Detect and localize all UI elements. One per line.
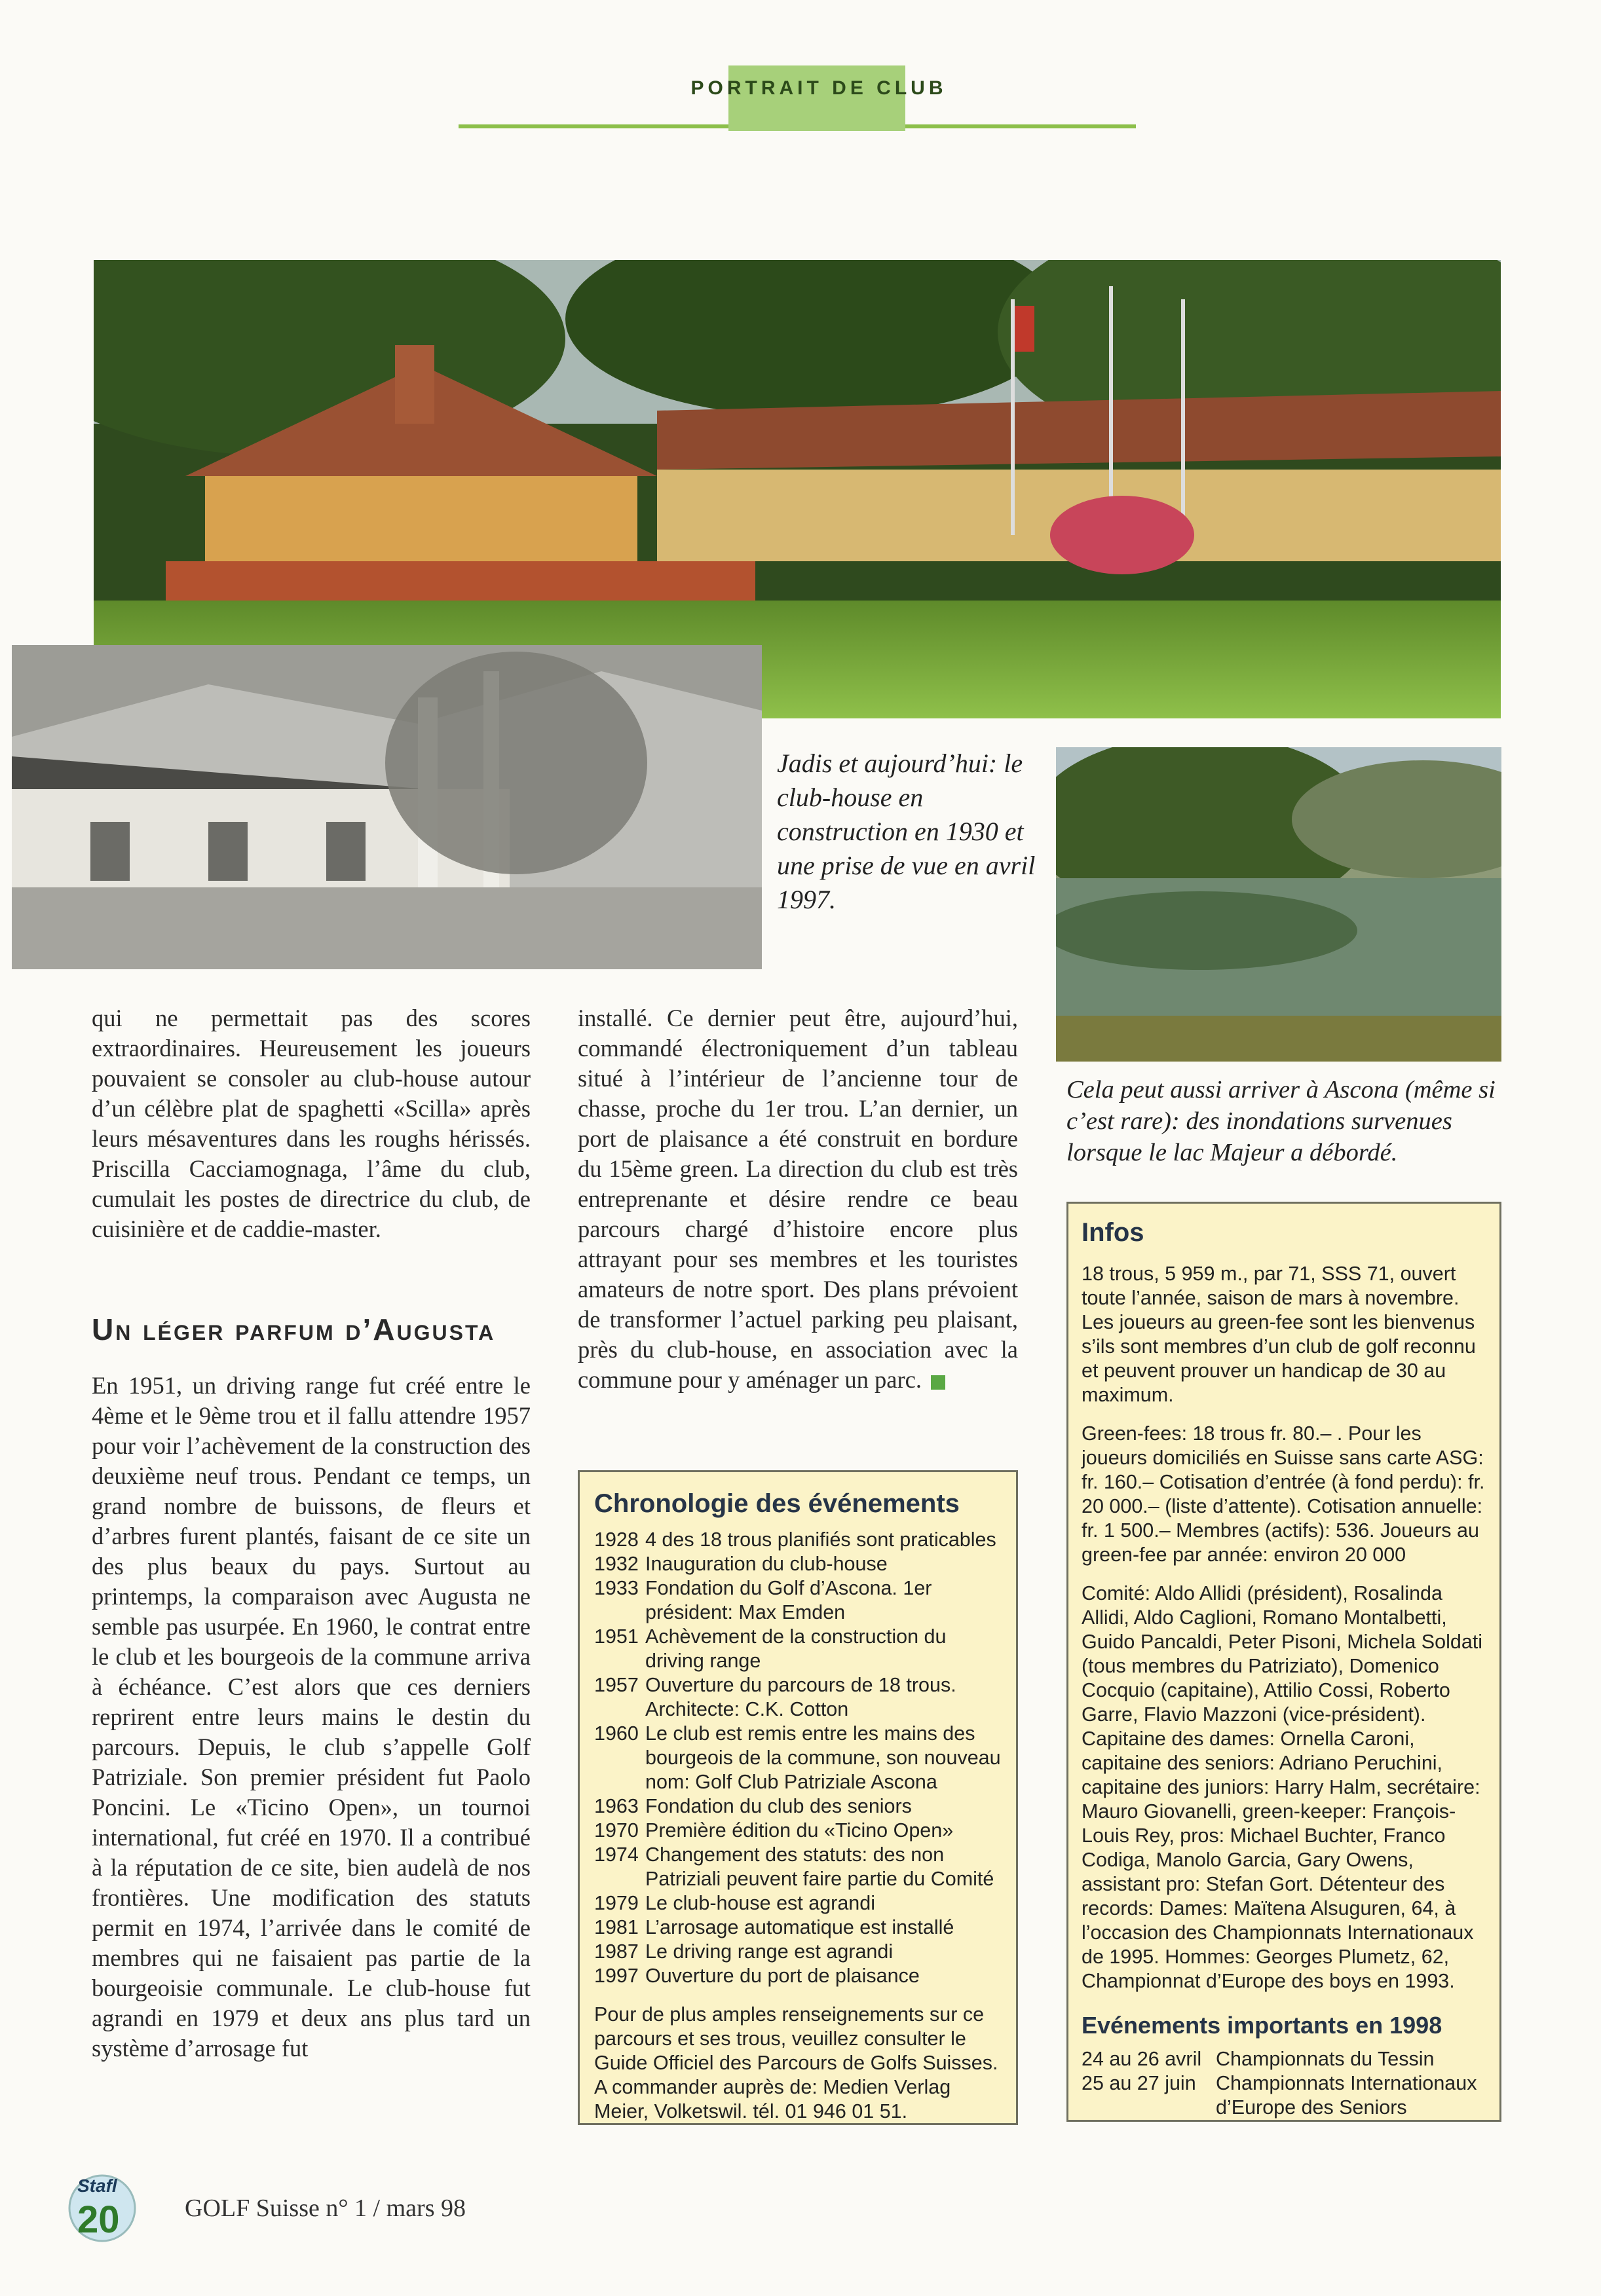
photo-caption-flood: Cela peut aussi arriver à Ascona (même si c’est rare): des inondations survenues lorsque le lac Majeur a débordé. xyxy=(1066,1076,1496,1166)
chronology-item xyxy=(594,1673,1002,1722)
chronology-text: Le club-house est agrandi xyxy=(645,1892,875,1914)
event-name: Championnats Internationaux d’Europe des Seniors xyxy=(1216,2072,1477,2119)
infos-fees: Green-fees: 18 trous fr. 80.– . Pour les joueurs domiciliés en Suisse sans carte ASG: fr. 160.– Cotisation d’entrée (à fond perdu): fr. 20 000.– (liste d’attente). Cotisation annuelle: fr. 1 500.– Membres (actifs): 536. Joueurs au green-fee par année: environ 20 000 xyxy=(1082,1422,1485,1566)
chronology-year: 1951 xyxy=(594,1625,639,1648)
header-rule-right xyxy=(905,124,1136,128)
article-column-1-body xyxy=(92,1371,531,2064)
chronology-year: 1979 xyxy=(594,1892,639,1914)
chronology-item xyxy=(594,1964,1002,1988)
chronology-text: Inauguration du club-house xyxy=(645,1553,888,1575)
chronology-year: 1928 xyxy=(594,1528,639,1551)
chronology-item xyxy=(594,1843,1002,1891)
infos-title: Infos xyxy=(1082,1218,1144,1247)
header-rule-left xyxy=(459,124,728,128)
chronology-text: Fondation du club des seniors xyxy=(645,1795,912,1817)
publication-info: GOLF Suisse n° 1 / mars 98 xyxy=(185,2194,466,2222)
chronology-year: 1963 xyxy=(594,1795,639,1817)
chronology-text: Le club est remis entre les mains des bourgeois de la commune, son nouveau nom: Golf Club Patriziale Ascona xyxy=(645,1722,1001,1793)
section-title: PORTRAIT DE CLUB xyxy=(690,77,947,99)
article-paragraph: installé. Ce dernier peut être, aujourd’hui, commandé électroniquement d’un tableau situé à l’intérieur de l’ancienne tour de chasse, proche du 1er trou. L’an dernier, un port de plaisance a été construit en bordure du 15ème green. La direction du club est très entreprenante et désire rendre ce beau parcours chargé d’histoire encore plus attrayant pour ses membres et les touristes amateurs de notre sport. Des plans prévoient de transformer l’actuel parking peu plaisant, près du club-house, en association avec la commune pour y aménager un parc. xyxy=(578,1005,1018,1393)
chronology-text: Fondation du Golf d’Ascona. 1er président: Max Emden xyxy=(645,1577,932,1623)
chronology-text: 4 des 18 trous planifiés sont praticables xyxy=(645,1528,996,1551)
article-paragraph: En 1951, un driving range fut créé entre le 4ème et le 9ème trou et il fallu attendre 1957 pour voir l’achèvement de la construction des deuxième neuf trous. Pendant ce temps, un grand nombre de buissons, de fleurs et d’arbres furent plantés, faisant de ce site un des plus beaux du pays. Surtout au printemps, la comparaison avec Augusta ne semble pas usurpée. En 1960, le contrat entre le club et les bourgeois de la commune arriva à échéance. C’est alors que ces derniers reprirent entre leurs mains le destin du parcours. Depuis, le club s’appelle Golf Patriziale. Son premier président fut Paolo Poncini. Le «Ticino Open», un tournoi international, fut créé en 1970. Il a contribué à la réputation de ce site, bien audelà de nos frontières. Une modification des statuts permit en 1974, l’arrivée dans le comité de membres qui ne faisaient pas partie de la bourgeoisie communale. Le club-house fut agrandi en 1979 et deux ans plus tard un système d’arrosage fut xyxy=(92,1372,531,2062)
chronology-item xyxy=(594,1722,1002,1794)
chronology-list xyxy=(594,1528,1002,1988)
infos-committee: Comité: Aldo Allidi (président), Rosalinda Allidi, Aldo Caglioni, Romano Montalbetti, Guido Pancaldi, Peter Pisoni, Michela Soldati (tous membres du Patriziato), Domenico Cocquio (capitaine), Attilio Cossi, Roberto Garre, Flavio Mazzoni (vice-président). Capitaine des dames: Ornella Caroni, capitaine des seniors: Adriano Peruchini, capitaine des juniors: Harry Halm, secrétaire: Mauro Giovanelli, green-keeper: François-Louis Rey, pros: Michael Buchter, Franco Codiga, Manolo Garcia, Gary Owens, assistant pro: Stefan Gort. Détenteur des records: Dames: Maïtena Alsuguren, 64, à l’occasion des Championnats Internationaux de 1995. Hommes: Georges Plumetz, 62, Championnat d’Europe des boys en 1993. xyxy=(1082,1582,1483,1992)
chronology-item xyxy=(594,1528,1002,1552)
chronology-year: 1970 xyxy=(594,1819,639,1842)
chronology-box xyxy=(578,1470,1018,2125)
infos-course-details: 18 trous, 5 959 m., par 71, SSS 71, ouvert toute l’année, saison de mars à novembre. Les joueurs au green-fee sont les bienvenus s’ils sont membres d’un club de golf reconnu et peuvent prouver un handicap de 30 au maximum. xyxy=(1082,1263,1476,1406)
event-name: Championnats du Tessin xyxy=(1216,2048,1435,2070)
chronology-text: Première édition du «Ticino Open» xyxy=(645,1819,954,1842)
events-list xyxy=(1082,2047,1486,2120)
chronology-year: 1987 xyxy=(594,1940,639,1963)
event-item xyxy=(1082,2071,1486,2120)
article-column-2 xyxy=(578,1003,1018,1395)
chronology-title: Chronologie des événements xyxy=(594,1489,960,1518)
chronology-item xyxy=(594,1625,1002,1673)
chronology-text: Achèvement de la construction du driving range xyxy=(645,1625,947,1672)
events-title: Evénements importants en 1998 xyxy=(1082,2012,1442,2039)
chronology-note: Pour de plus amples renseignements sur ce parcours et ses trous, veuillez consulter le Guide Officiel des Parcours de Golfs Suisses. A commander auprès de: Medien Verlag Meier, Volketswil. tél. 01 946 01 51. xyxy=(594,2003,998,2122)
page-number: 20 xyxy=(77,2198,120,2241)
chronology-year: 1932 xyxy=(594,1553,639,1575)
chronology-year: 1957 xyxy=(594,1674,639,1696)
chronology-item xyxy=(594,1891,1002,1916)
chronology-year: 1933 xyxy=(594,1577,639,1599)
chronology-item xyxy=(594,1794,1002,1819)
chronology-item xyxy=(594,1940,1002,1964)
chronology-item xyxy=(594,1916,1002,1940)
chronology-item xyxy=(594,1819,1002,1843)
chronology-year: 1974 xyxy=(594,1843,639,1866)
photo-caption-clubhouse: Jadis et aujourd’hui: le club-house en construction en 1930 et une prise de vue en avril 1997. xyxy=(777,749,1036,914)
article-subheading: Un léger parfum d’Augusta xyxy=(92,1312,496,1346)
flood-photo xyxy=(1056,747,1501,1062)
event-item xyxy=(1082,2047,1486,2071)
badge-brand: Stafl xyxy=(77,2176,117,2196)
article-paragraph: qui ne permettait pas des scores extraordinaires. Heureusement les joueurs pouvaient se consoler au club-house autour d’un célèbre plat de spaghetti «Scilla» après leurs mésaventures dans les roughs hérissés. Priscilla Cacciamognaga, l’âme du club, cumulait les postes de directrice du club, de cuisinière et de caddie-master. xyxy=(92,1005,531,1242)
article-column-1-intro xyxy=(92,1003,531,1244)
chronology-text: Ouverture du parcours de 18 trous. Architecte: C.K. Cotton xyxy=(645,1674,956,1720)
event-date: 24 au 26 avril xyxy=(1082,2048,1202,2070)
event-date: 25 au 27 juin xyxy=(1082,2072,1196,2094)
chronology-year: 1960 xyxy=(594,1722,639,1745)
infos-box xyxy=(1066,1202,1501,2122)
chronology-year: 1981 xyxy=(594,1916,639,1938)
chronology-text: Ouverture du port de plaisance xyxy=(645,1965,920,1987)
chronology-text: Changement des statuts: des non Patriziali peuvent faire partie du Comité xyxy=(645,1843,994,1890)
stafl-badge xyxy=(63,2172,141,2244)
chronology-text: L’arrosage automatique est installé xyxy=(645,1916,954,1938)
end-of-article-mark xyxy=(931,1375,945,1390)
chronology-year: 1997 xyxy=(594,1965,639,1987)
clubhouse-photo-1930 xyxy=(12,645,762,969)
chronology-item xyxy=(594,1552,1002,1576)
chronology-text: Le driving range est agrandi xyxy=(645,1940,894,1963)
chronology-item xyxy=(594,1576,1002,1625)
